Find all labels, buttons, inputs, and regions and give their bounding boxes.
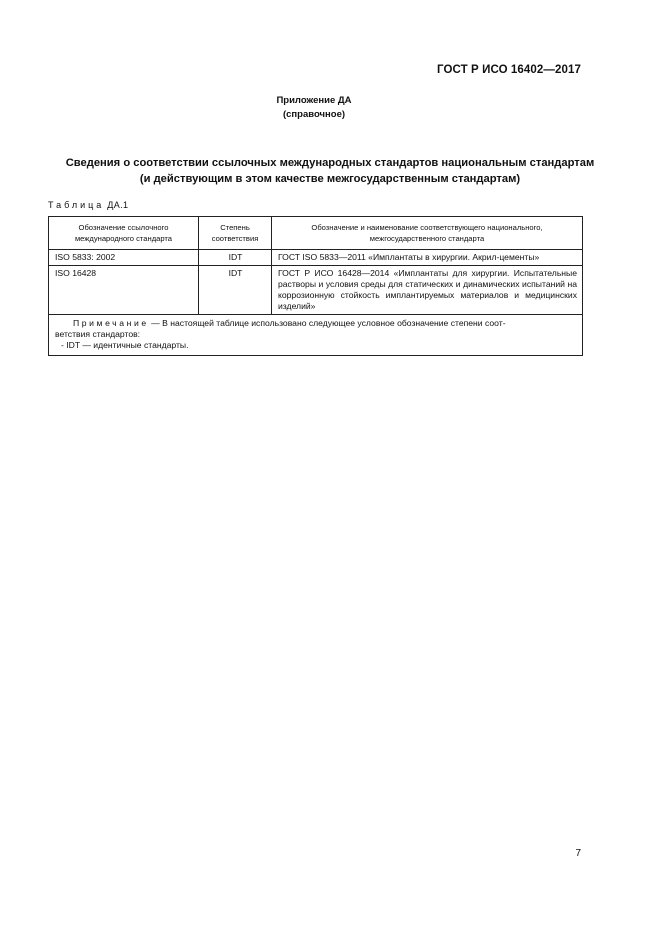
table-row [49, 250, 583, 266]
cell-reference-standard: ISO 16428 [49, 266, 199, 315]
annex-title-block [0, 94, 628, 122]
table-caption-id: ДА.1 [107, 200, 129, 210]
annex-subtitle: (справочное) [282, 109, 346, 120]
cell-degree: IDT [199, 250, 272, 266]
note-label: Примечание [73, 318, 149, 328]
cell-national-standard: ГОСТ Р ИСО 16428—2014 «Имплантаты для хирургии. Испытательные растворы и условия среды для статических и динамических испытаний на коррозионную стойкость имплантируемых материалов и медицинских изделий» [272, 266, 583, 315]
table-note-row [49, 315, 583, 356]
section-heading-line2: (и действующим в этом качестве межгосударственным стандартам) [139, 173, 521, 185]
column-header-national-standard: Обозначение и наименование соответствующего национального, межгосударственного стандарта [272, 217, 583, 250]
document-code: ГОСТ Р ИСО 16402—2017 [436, 64, 581, 76]
cell-reference-standard: ISO 5833: 2002 [49, 250, 199, 266]
table-caption [48, 200, 128, 210]
cell-national-standard: ГОСТ ISO 5833—2011 «Имплантаты в хирургии. Акрил-цементы» [272, 250, 583, 266]
section-heading [30, 155, 630, 187]
column-header-degree: Степень соответствия [199, 217, 272, 250]
cell-degree: IDT [199, 266, 272, 315]
page-number: 7 [575, 848, 581, 859]
note-text-line2: ветствия стандартов: [55, 329, 141, 339]
table-caption-word: Таблица [48, 200, 105, 210]
note-text-line3: - IDT — идентичные стандарты. [61, 340, 189, 350]
annex-title: Приложение ДА [276, 95, 352, 106]
column-header-reference-standard: Обозначение ссылочного международного стандарта [49, 217, 199, 250]
table-row [49, 266, 583, 315]
conformity-table [48, 216, 583, 356]
note-text-line1: — В настоящей таблице использовано следующее условное обозначение степени соот- [151, 318, 506, 328]
section-heading-line1: Сведения о соответствии ссылочных международных стандартов национальным стандартам [65, 157, 595, 169]
table-header-row [49, 217, 583, 250]
table-note [49, 315, 583, 356]
